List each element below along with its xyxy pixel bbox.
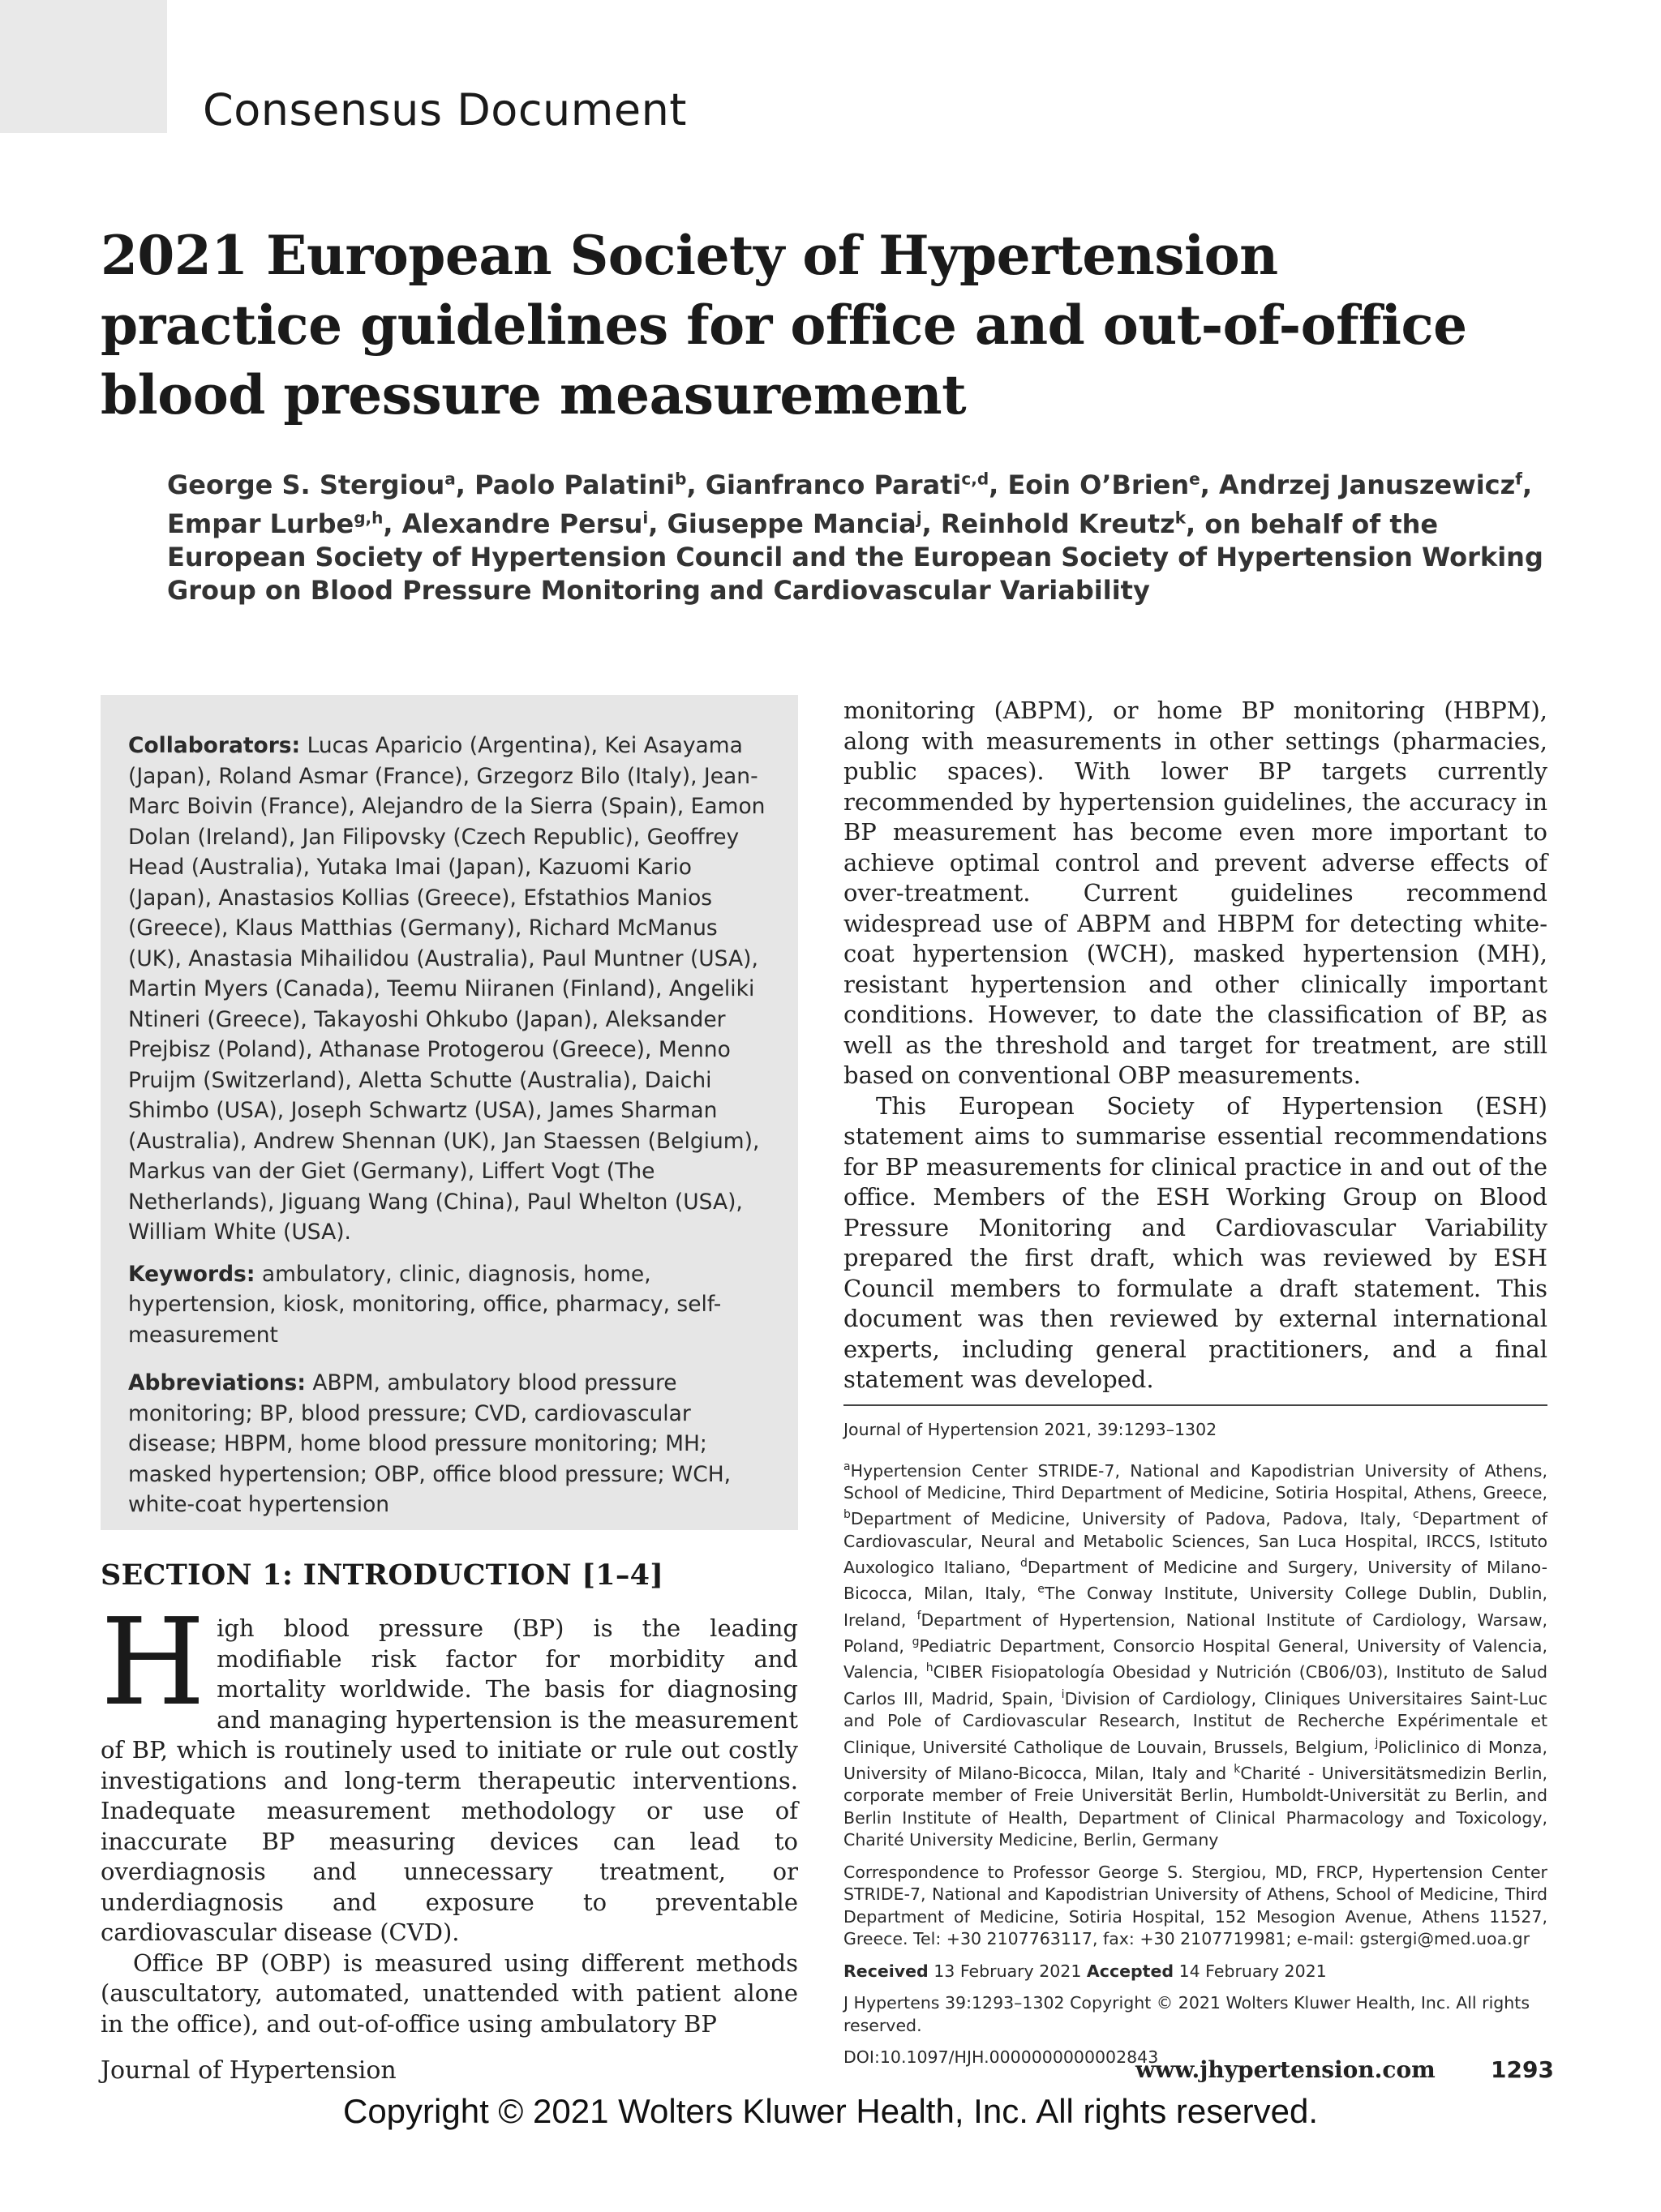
author-affiliation-marker: f bbox=[1515, 469, 1522, 488]
abbreviations-label: Abbreviations: bbox=[128, 1370, 306, 1395]
affiliation-marker: d bbox=[1019, 1557, 1028, 1571]
author-name: Gianfranco Parati bbox=[705, 469, 962, 500]
doi-link[interactable]: DOI:10.1097/HJH.0000000000002843 bbox=[843, 2047, 1159, 2068]
affiliation-text: Policlinico di Monza, University of Milano-Bicocca, Milan, Italy and bbox=[843, 1737, 1547, 1783]
affiliation-text: Pediatric Department, Consorcio Hospital General, University of Valencia, Valencia, bbox=[843, 1635, 1547, 1683]
affiliation-text: Department of Cardiovascular, Neural and Metabolic Sciences, San Luca Hospital, IRCCS, Istituto Auxologico Italiano, bbox=[843, 1509, 1548, 1577]
received-accepted bbox=[843, 1961, 1547, 1983]
journal-citation: Journal of Hypertension 2021, 39:1293–1302 bbox=[843, 1420, 1217, 1439]
abbreviations-text: ABPM, ambulatory blood pressure monitoring; BP, blood pressure; CVD, cardiovascular disease; HBPM, home blood pressure monitoring; MH; masked hypertension; OBP, office blood pressure; WCH, white-coat hypertension bbox=[128, 1370, 732, 1517]
author-affiliation-marker: j bbox=[916, 508, 922, 528]
affiliation-marker: c bbox=[1413, 1508, 1419, 1522]
copyright-line: J Hypertens 39:1293–1302 Copyright © 2021 Wolters Kluwer Health, Inc. All rights reserved. bbox=[843, 1993, 1530, 2035]
abbreviations-paragraph bbox=[128, 1368, 770, 1520]
article-title: 2021 European Society of Hypertension practice guidelines for office and out-of-office blood pressure measurement bbox=[101, 224, 1467, 427]
affiliations-block bbox=[843, 1419, 1547, 2079]
section-heading: SECTION 1: INTRODUCTION [1–4] bbox=[101, 1558, 664, 1592]
affiliation-text: Division of Cardiology, Cliniques Universitaires Saint-Luc and Pole of Cardiovascular Research, Institut de Recherche Expérimentale et Clinique, Université Catholique de Louvain, Brussels, Belgium, bbox=[843, 1688, 1547, 1757]
affiliation-marker: j bbox=[1375, 1736, 1379, 1750]
corner-decoration bbox=[0, 0, 167, 133]
author-name: Giuseppe Mancia bbox=[667, 508, 916, 540]
affiliation-text: Department of Medicine and Surgery, University of Milano-Bicocca, Milan, Italy, bbox=[843, 1557, 1547, 1604]
left-column-body bbox=[101, 1593, 798, 2039]
author-name: Eoin O’Brien bbox=[1007, 469, 1190, 500]
affiliation-marker: a bbox=[843, 1460, 851, 1473]
affiliation-text: Department of Hypertension, National Institute of Cardiology, Warsaw, Poland, bbox=[843, 1610, 1547, 1656]
accepted-date: 14 February 2021 bbox=[1178, 1961, 1327, 1981]
collaborators-keywords-box bbox=[101, 695, 798, 1530]
copyright-banner: Copyright © 2021 Wolters Kluwer Health, Inc. All rights reserved. bbox=[342, 2092, 1319, 2130]
affiliation-marker: i bbox=[1061, 1687, 1065, 1701]
affiliation-text: Department of Medicine, University of Padova, Padova, Italy, bbox=[850, 1509, 1414, 1529]
collaborators-label: Collaborators: bbox=[128, 733, 301, 758]
correspondence: Correspondence to Professor George S. Stergiou, MD, FRCP, Hypertension Center STRIDE-7, National and Kapodistrian University of Athens, School of Medicine, Third Department of Medicine, Sotiria Hospital, 152 Mesogion Avenue, Athens 11527, Greece. Tel: +30 2107763117, fax: +30 2107719981; e-mail: gstergi@med.uoa.gr bbox=[843, 1862, 1547, 1949]
author-affiliation-marker: i bbox=[642, 508, 649, 528]
author-affiliation-marker: k bbox=[1174, 508, 1187, 528]
author-name: Empar Lurbe bbox=[167, 508, 354, 540]
drop-cap: H bbox=[101, 1593, 206, 1732]
affiliation-marker: g bbox=[912, 1635, 920, 1649]
author-name: George S. Stergiou bbox=[167, 469, 445, 500]
author-separator: , bbox=[455, 469, 475, 500]
affiliation-marker: k bbox=[1234, 1762, 1241, 1776]
footer-journal-name: Journal of Hypertension bbox=[101, 2056, 397, 2085]
author-name: Paolo Palatini bbox=[474, 469, 676, 500]
document-type-label: Consensus Document bbox=[203, 84, 687, 135]
author-affiliation-marker: b bbox=[675, 469, 687, 488]
author-name: Alexandre Persu bbox=[401, 508, 643, 540]
received-label: Received bbox=[843, 1961, 929, 1981]
collaborators-paragraph bbox=[128, 731, 770, 1248]
right-column-body bbox=[843, 696, 1547, 1395]
author-affiliation-marker: e bbox=[1189, 469, 1200, 488]
intro-paragraph-1-text: igh blood pressure (BP) is the leading modifiable risk factor for morbidity and mortality worldwide. The basis for diagnosing and managing hypertension is the measurement of BP, which is routinely used to initiate or rule out costly investigations and long-term therapeutic interventions. Inadequate measurement methodology or use of inaccurate BP measuring devices can lead to overdiagnosis and unnecessary treatment, or underdiagnosis and exposure to preventable cardiovascular disease (CVD). bbox=[101, 1614, 798, 1946]
affiliation-text: Hypertension Center STRIDE-7, National and Kapodistrian University of Athens, School of Medicine, Third Department of Medicine, Sotiria Hospital, Athens, Greece, bbox=[843, 1460, 1547, 1503]
affiliations-divider bbox=[843, 1404, 1547, 1406]
author-name: Andrzej Januszewicz bbox=[1219, 469, 1516, 500]
author-separator: , bbox=[1186, 508, 1205, 540]
keywords-label: Keywords: bbox=[128, 1261, 255, 1287]
affiliation-list bbox=[843, 1456, 1547, 1852]
collaborators-text: Lucas Aparicio (Argentina), Kei Asayama (Japan), Roland Asmar (France), Grzegorz Bilo (Italy), Jean-Marc Boivin (France), Alejandro de la Sierra (Spain), Eamon Dolan (Ireland), Jan Filipovsky (Czech Republic), Geoffrey Head (Australia), Yutaka Imai (Japan), Kazuomi Kario (Japan), Anastasios Kollias (Greece), Efstathios Manios (Greece), Klaus Matthias (Germany), Richard McManus (UK), Anastasia Mihailidou (Australia), Paul Muntner (USA), Martin Myers (Canada), Teemu Niiranen (Finland), Angeliki Ntineri (Greece), Takayoshi Ohkubo (Japan), Aleksander Prejbisz (Poland), Athanase Protogerou (Greece), Menno Pruijm (Switzerland), Aletta Schutte (Australia), Daichi Shimbo (USA), Joseph Schwartz (USA), James Sharman (Australia), Andrew Shennan (UK), Jan Staessen (Belgium), Markus van der Giet (Germany), Liffert Vogt (The Netherlands), Jiguang Wang (China), Paul Whelton (USA), William White (USA). bbox=[128, 733, 766, 1245]
intro-paragraph-2-continued: monitoring (ABPM), or home BP monitoring (HBPM), along with measurements in other settings (pharmacies, public spaces). With lower BP targets currently recommended by hypertension guidelines, the accuracy in BP measurement has become even more important to achieve optimal control and prevent adverse effects of over-treatment. Current guidelines recommend widespread use of ABPM and HBPM for detecting white-coat hypertension (WCH), masked hypertension (MH), resistant hypertension and other clinically important conditions. However, to date the classification of BP, as well as the threshold and target for treatment, are still based on conventional OBP measurements. bbox=[843, 697, 1547, 1089]
intro-paragraph-2: Office BP (OBP) is measured using different methods (auscultatory, automated, unattended with patient alone in the office), and out-of-office using ambulatory BP bbox=[101, 1948, 798, 2038]
footer-journal-url[interactable]: www.jhypertension.com bbox=[1135, 2056, 1436, 2083]
intro-paragraph-3: This European Society of Hypertension (ESH) statement aims to summarise essential recommendations for BP measurements for clinical practice in and out of the office. Members of the ESH Working Group on Blood Pressure Monitoring and Cardiovascular Variability prepared the first draft, which was reviewed by ESH Council members to formulate a draft statement. This document was then reviewed by external international experts, including general practitioners, and a final statement was developed. bbox=[843, 1091, 1547, 1393]
author-name: Reinhold Kreutz bbox=[940, 508, 1175, 540]
author-affiliation-marker: a bbox=[444, 469, 456, 488]
keywords-paragraph bbox=[128, 1259, 770, 1351]
author-separator: , bbox=[686, 469, 706, 500]
author-separator: , bbox=[648, 508, 667, 540]
received-date: 13 February 2021 bbox=[934, 1961, 1082, 1981]
affiliation-text: The Conway Institute, University College Dublin, Dublin, Ireland, bbox=[843, 1584, 1547, 1630]
author-separator: , bbox=[1522, 469, 1533, 500]
authors-tail: on behalf of the European Society of Hypertension Council and the European Society of Hypertension Working Group on Blood Pressure Monitoring and Cardiovascular Variability bbox=[167, 508, 1543, 607]
affiliation-marker: h bbox=[925, 1661, 934, 1675]
author-separator: , bbox=[989, 469, 1008, 500]
author-separator: , bbox=[1200, 469, 1220, 500]
affiliation-text: CIBER Fisiopatología Obesidad y Nutrición (CB06/03), Instituto de Salud Carlos III, Madrid, Spain, bbox=[843, 1662, 1547, 1708]
affiliation-text: Charité - Universitätsmedizin Berlin, corporate member of Freie Universität Berlin, Humboldt-Universität zu Berlin, and Berlin Institute of Health, Department of Clinical Pharmacology and Toxicology, Charité University Medicine, Berlin, Germany bbox=[843, 1763, 1547, 1850]
affiliation-marker: e bbox=[1037, 1583, 1045, 1597]
accepted-label: Accepted bbox=[1086, 1961, 1174, 1981]
author-affiliation-marker: c,d bbox=[961, 469, 989, 488]
keywords-text: ambulatory, clinic, diagnosis, home, hypertension, kiosk, monitoring, office, pharmacy, self-measurement bbox=[128, 1261, 722, 1348]
affiliation-marker: b bbox=[843, 1508, 851, 1522]
author-affiliation-marker: g,h bbox=[354, 508, 384, 528]
author-separator: , bbox=[383, 508, 402, 540]
author-list bbox=[167, 462, 1546, 607]
intro-paragraph-1 bbox=[101, 1593, 798, 1948]
author-separator: , bbox=[921, 508, 941, 540]
page-number: 1293 bbox=[1491, 2056, 1554, 2083]
affiliation-marker: f bbox=[916, 1609, 921, 1623]
